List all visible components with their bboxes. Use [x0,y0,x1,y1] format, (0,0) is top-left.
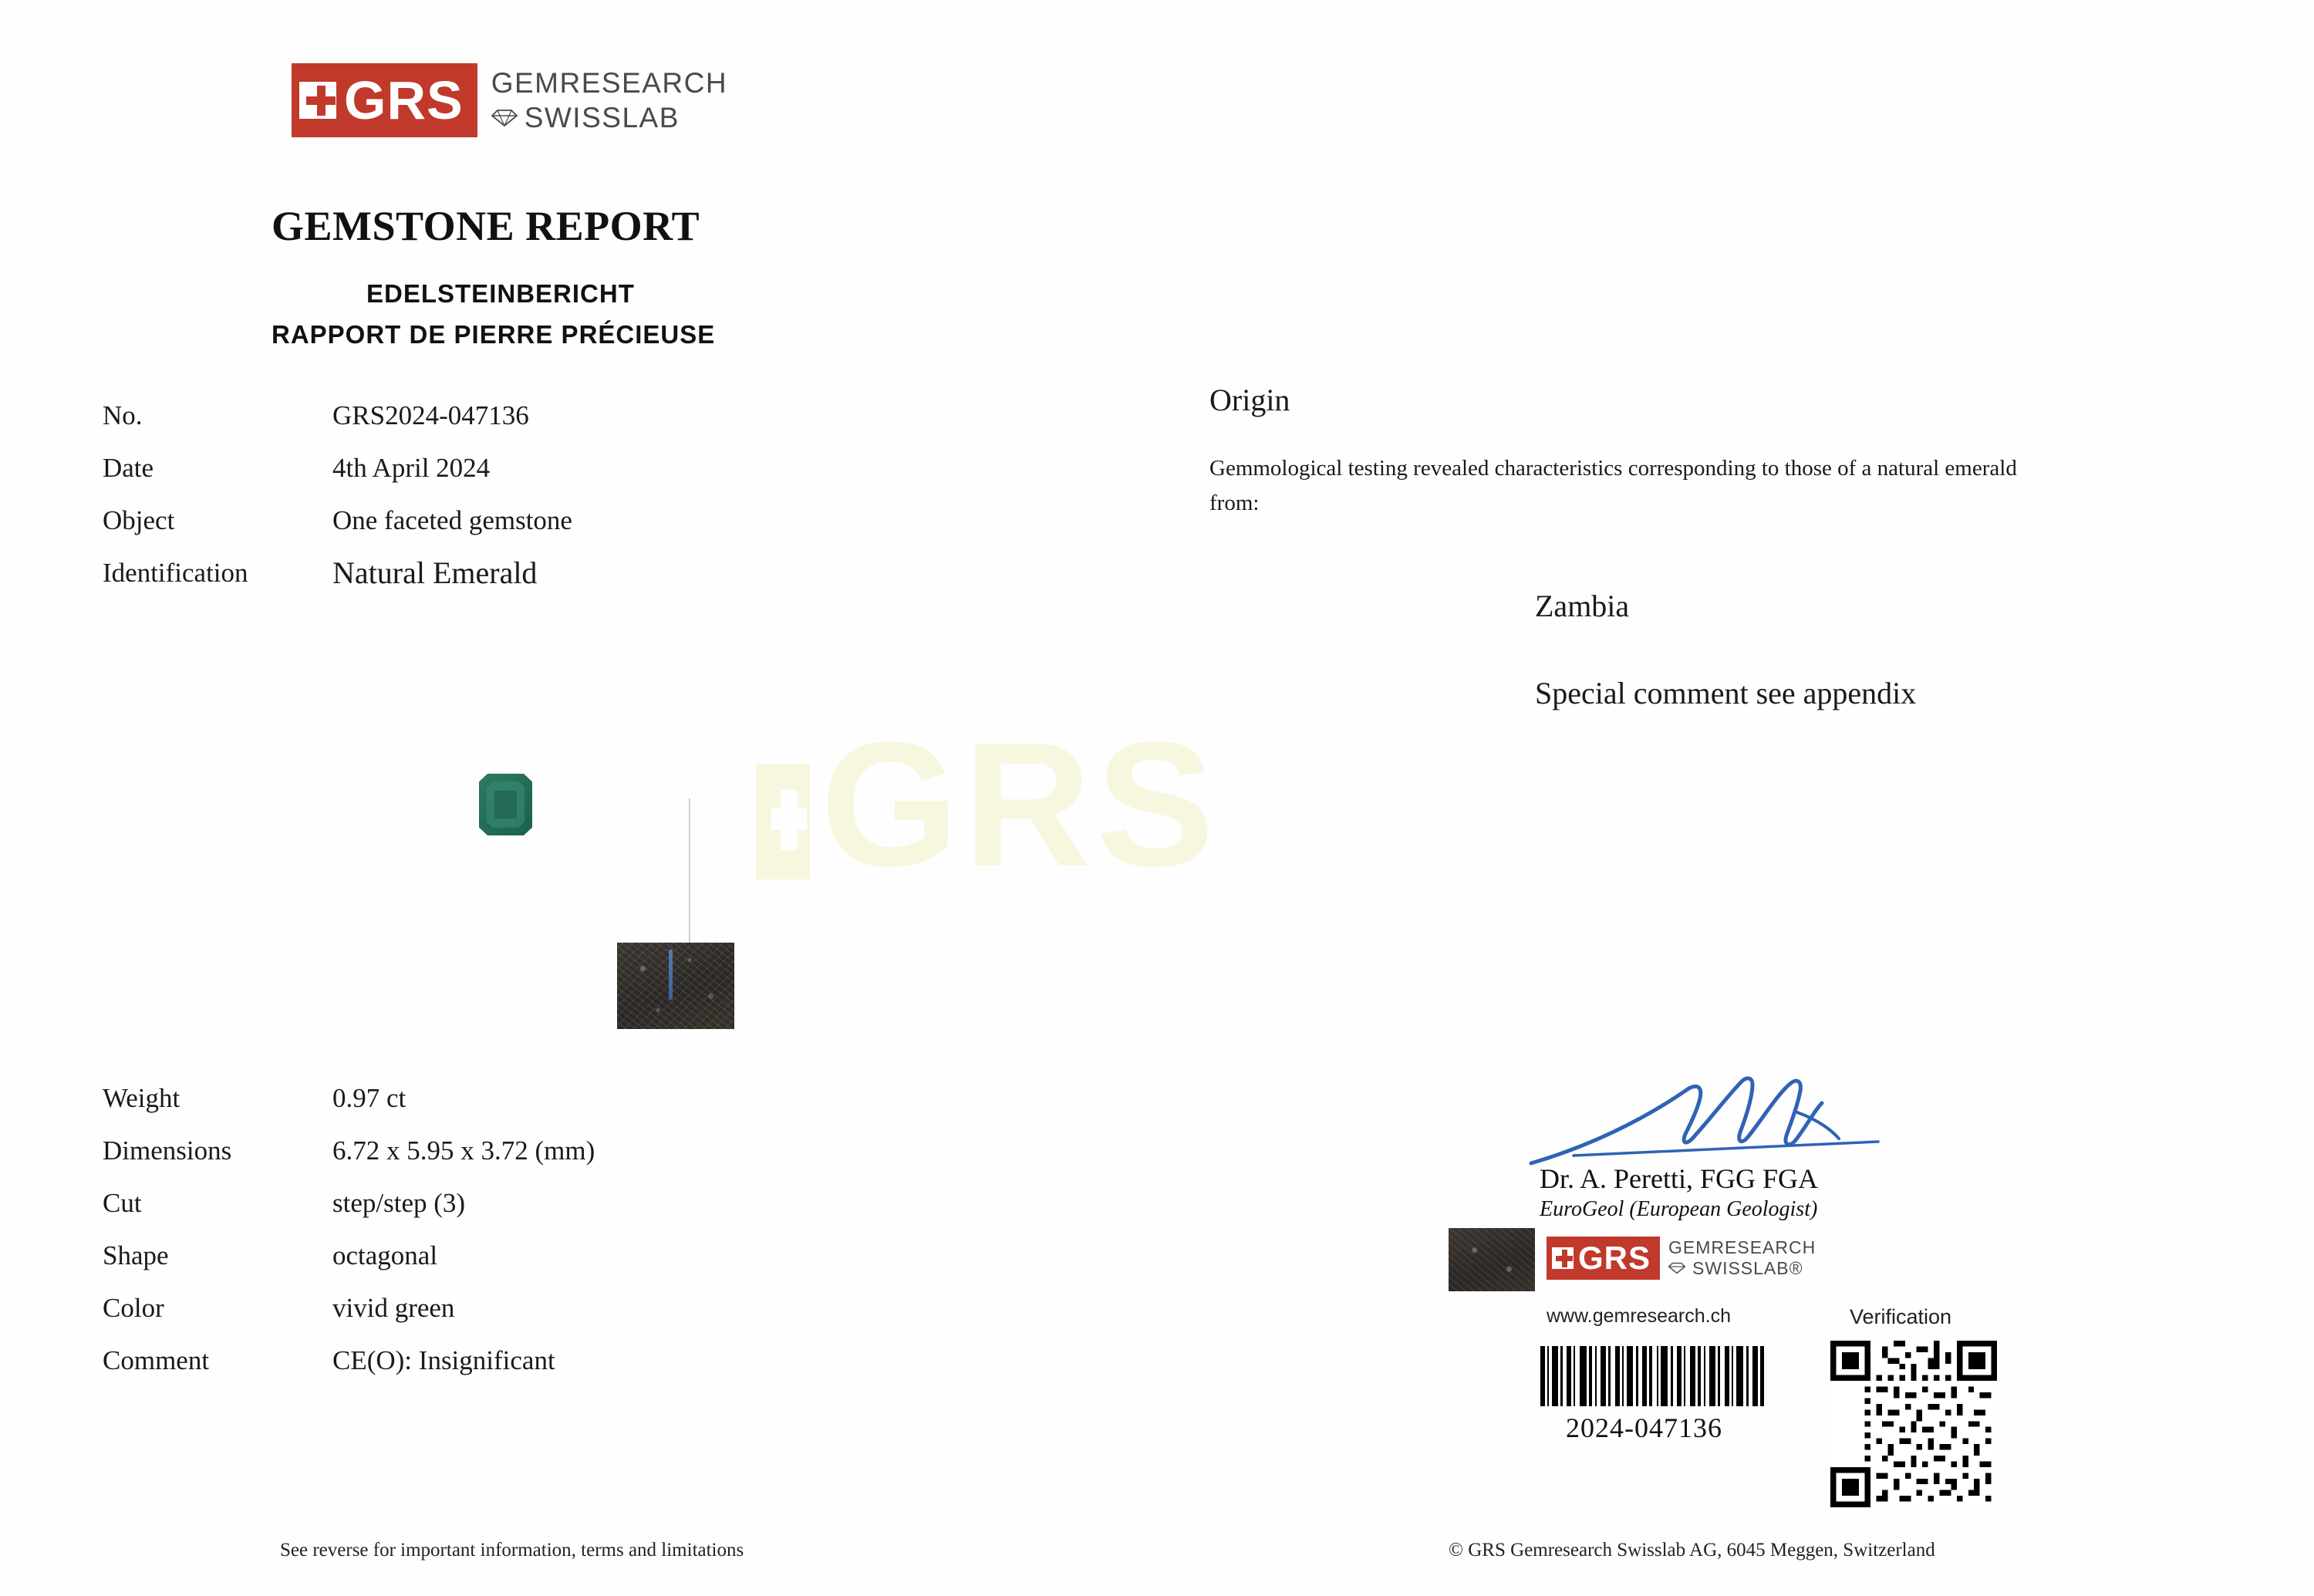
logo-org-line2-footer: SWISSLAB® [1692,1258,1803,1278]
property-label: Shape [103,1240,169,1270]
table-row [103,494,572,547]
watermark-text: GRS [821,705,1219,903]
property-value: CE(O): Insignificant [332,1345,555,1375]
property-value: octagonal [332,1240,438,1270]
origin-heading: Origin [1209,383,1290,417]
origin-special-comment: Special comment see appendix [1535,676,1917,710]
table-row [103,1072,595,1125]
table-row [103,1230,595,1282]
property-value: 0.97 ct [332,1083,406,1113]
grs-header-logo [292,63,727,137]
photo-connector-line [689,798,690,964]
logo-grs-text-footer: GRS [1578,1240,1651,1276]
property-value: step/step (3) [332,1188,466,1218]
swiss-flag-icon [1552,1247,1574,1269]
info-value: GRS2024-047136 [332,400,529,430]
faceted-emerald-photo [479,774,532,835]
website-url[interactable]: www.gemresearch.ch [1547,1305,1731,1327]
origin-statement: Gemmological testing revealed characteristics corresponding to those of a natural emerald from: [1209,456,2017,515]
diamond-icon [1668,1258,1685,1279]
logo-red-box [292,63,477,137]
property-label: Color [103,1293,164,1323]
signatory-title: EuroGeol (European Geologist) [1540,1197,1818,1221]
table-row [103,547,572,599]
logo-org-text [491,66,727,135]
page-title: GEMSTONE REPORT [272,203,700,249]
barcode-number: 2024-047136 [1566,1412,1722,1443]
property-value: vivid green [332,1293,455,1323]
property-label: Weight [103,1083,180,1113]
logo-grs-text: GRS [344,70,464,130]
microscope-inclusion-photo [617,943,734,1029]
swiss-flag-icon [299,82,336,119]
page-title-german: EDELSTEINBERICHT [366,279,635,308]
logo-org-line2: SWISSLAB [524,102,680,133]
qr-code-icon[interactable] [1830,1341,1997,1507]
barcode-icon [1540,1346,1797,1406]
table-row [103,442,572,494]
table-row [103,1125,595,1177]
page-title-french: RAPPORT DE PIERRE PRÉCIEUSE [272,320,716,349]
info-value: Natural Emerald [332,555,538,590]
grs-watermark [756,702,1219,906]
property-value: 6.72 x 5.95 x 3.72 (mm) [332,1135,595,1166]
origin-country: Zambia [1535,589,1630,623]
gem-facet-table [494,791,517,818]
table-row [103,1177,595,1230]
logo-red-box-footer [1547,1237,1660,1280]
table-row [103,1334,595,1387]
signatory-name: Dr. A. Peretti, FGG FGA [1540,1163,1819,1194]
grs-footer-logo [1547,1237,1816,1280]
table-row [103,390,572,442]
property-label: Comment [103,1345,210,1375]
handwritten-signature-icon [1527,1072,1882,1173]
table-row [103,1282,595,1334]
footer-copyright: © GRS Gemresearch Swisslab AG, 6045 Meggen, Switzerland [1449,1540,1935,1561]
gem-properties-table [103,1072,595,1387]
info-label: No. [103,400,143,430]
info-label: Date [103,453,154,483]
property-label: Dimensions [103,1135,232,1166]
logo-org-line1: GEMRESEARCH [491,67,728,99]
verification-label: Verification [1850,1305,1952,1328]
footer-disclaimer: See reverse for important information, terms and limitations [280,1540,744,1561]
info-label: Object [103,505,175,535]
info-value: One faceted gemstone [332,505,572,535]
diamond-icon [491,100,518,135]
microscope-inclusion-thumbnail [1449,1228,1535,1291]
info-label: Identification [103,558,248,588]
logo-org-line2-row-footer [1668,1258,1816,1279]
logo-org-line1-footer: GEMRESEARCH [1668,1237,1816,1257]
report-info-table [103,390,572,599]
logo-org-text-footer [1668,1237,1816,1279]
logo-org-line2-row [491,100,727,135]
property-label: Cut [103,1188,142,1218]
info-value: 4th April 2024 [332,453,491,483]
watermark-flag-icon [756,764,810,879]
